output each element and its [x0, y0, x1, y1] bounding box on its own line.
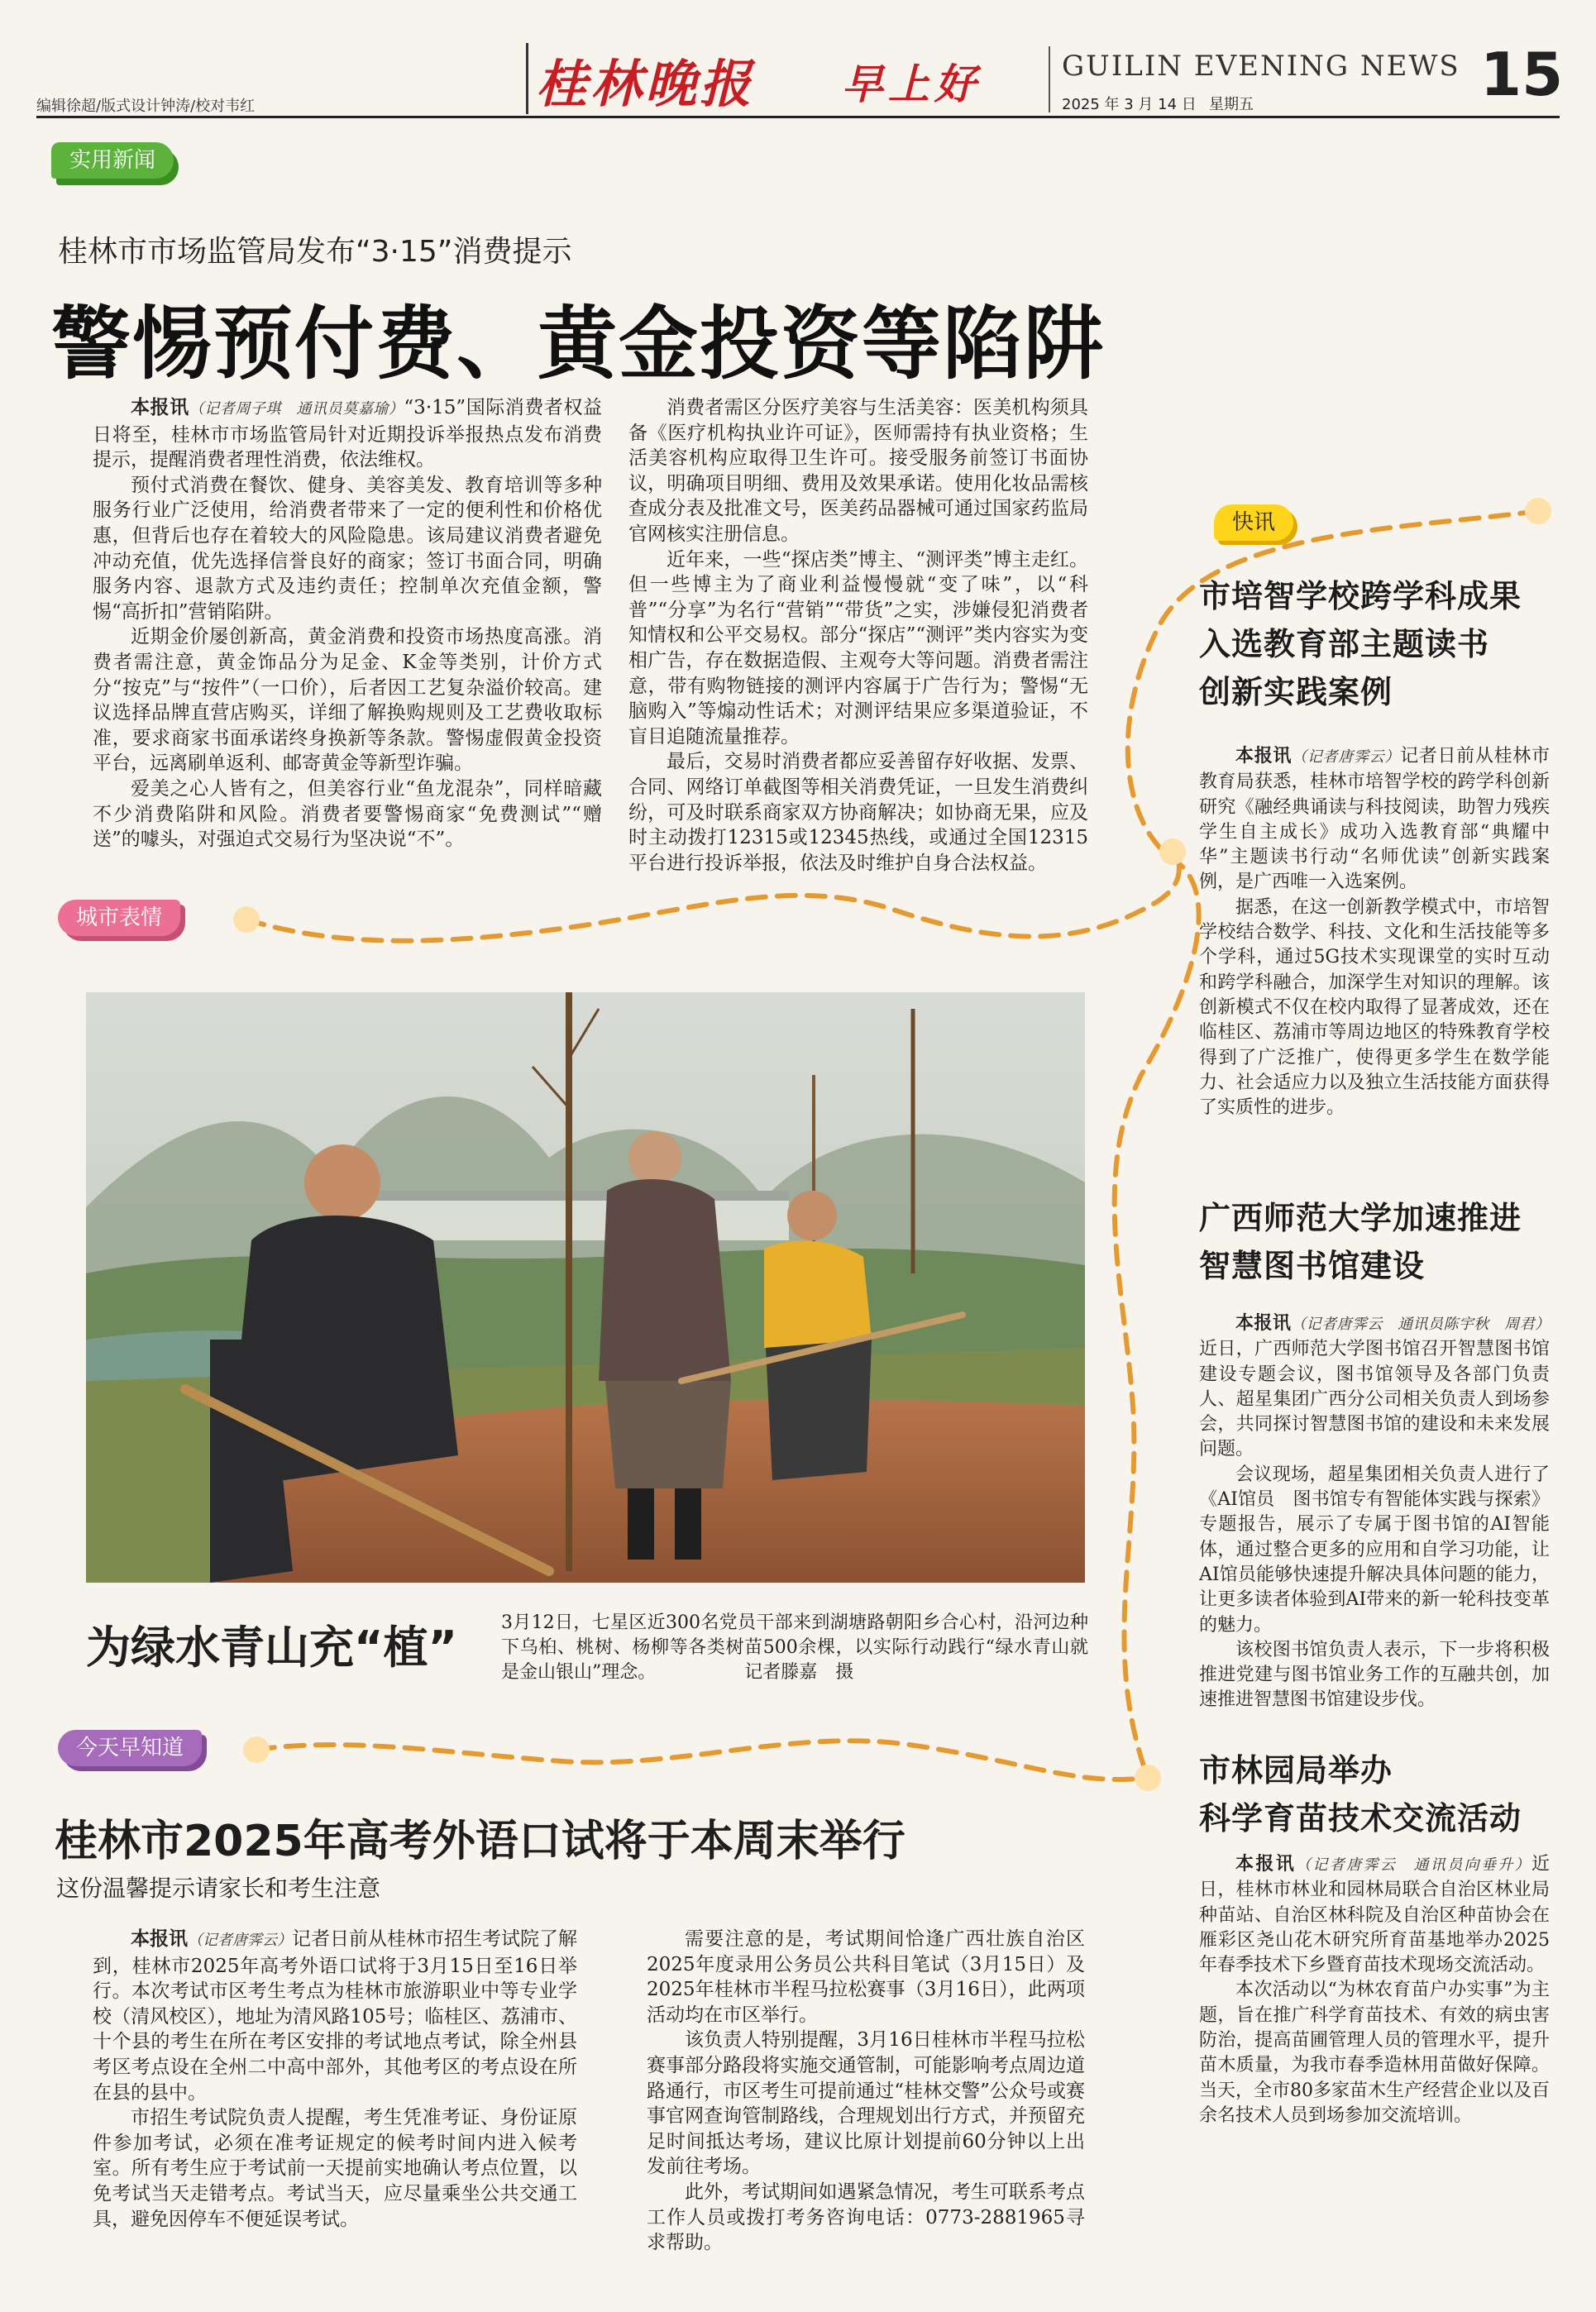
flash1-reporter: （记者唐霁云） [1292, 748, 1401, 766]
publication-weekday: 星期五 [1209, 96, 1254, 113]
publication-date: 2025 年 3 月 14 日 [1062, 96, 1197, 113]
flash3-headline [1199, 1746, 1522, 1842]
editor-credits: 编辑徐超/版式设计钟涛/校对韦红 [36, 98, 256, 115]
curve-today-divider [256, 1741, 1148, 1779]
dot-flash-right [1525, 498, 1551, 524]
edition-name: 早上好 [842, 60, 981, 108]
section-tag-today: 今天早知道 [58, 1730, 202, 1766]
dot-today-left [243, 1736, 270, 1763]
flash1-headline-line: 入选教育部主题读书 [1199, 626, 1490, 662]
exam-column-1 [93, 1927, 577, 2232]
flash3-reporter: （记者唐霁云 通讯员向垂升） [1296, 1856, 1531, 1874]
flash2-paragraph: 该校图书馆负责人表示，下一步将积极推进党建与图书馆业务工作的互融共创，加速推进智慧图书馆建设步伐。 [1199, 1639, 1550, 1711]
page-number: 15 [1480, 40, 1564, 109]
exam-subheadline: 这份温馨提示请家长和考生注意 [56, 1875, 381, 1902]
flash2-paragraph [1199, 1311, 1550, 1463]
flash1-headline-line: 市培智学校跨学科成果 [1199, 578, 1522, 614]
lead-byline: 本报讯 [131, 397, 189, 418]
lead-paragraph: 爱美之心人皆有之，但美容行业“鱼龙混杂”，同样暗藏不少消费陷阱和风险。消费者要警惕商家“免费测试”“赠送”的噱头，对强迫式交易行为坚决说“不”。 [93, 777, 602, 851]
flash3-body [1199, 1852, 1550, 2128]
lead-text: “3·15”国际消费者权益日将至，桂林市市场监管局针对近期投诉举报热点发布消费提示，提醒消费者理性消费，依法维权。 [93, 397, 603, 471]
photo-caption [501, 1611, 1088, 1685]
flash1-headline [1199, 572, 1522, 716]
exam-text: 记者日前从桂林市招生考试院了解到，桂林市2025年高考外语口试将于3月15日至16日举行。本次考试市区考生考点为桂林市旅游职业中等专业学校（清风校区），地址为清风路105号；临桂区、荔浦市、十个县的考生在所在考区安排的考试地点考试，除全州县考区考点设在全州二中高中部外，其他考区的考点设在所在县的县中。 [93, 1928, 577, 2104]
dot-today-right [1135, 1765, 1161, 1791]
dot-rail-mid [1159, 838, 1186, 865]
newspaper-logo: 桂林晚报 [536, 54, 755, 114]
lead-kicker: 桂林市市场监管局发布“3·15”消费提示 [58, 235, 572, 269]
photo-headline: 为绿水青山充“植” [86, 1622, 457, 1674]
exam-column-2 [647, 1927, 1085, 2256]
flash1-headline-line: 创新实践案例 [1199, 674, 1393, 710]
lead-headline: 警惕预付费、黄金投资等陷阱 [51, 298, 1105, 390]
section-tag-flash-news: 快讯 [1214, 504, 1293, 541]
exam-paragraph [93, 1927, 577, 2105]
flash1-paragraph: 据悉，在这一创新教学模式中，市培智学校结合数学、科技、文化和生活技能等多个学科，通过5G技术实现课堂的实时互动和跨学科融合，加深学生对知识的理解。该创新模式不仅在校内取得了显著成效，还在临桂区、荔浦市等周边地区的特殊教育学校得到了广泛推广，使得更多学生在数学能力、社会适应力以及独立生活技能方面获得了实质性的进步。 [1199, 896, 1550, 1119]
flash3-byline: 本报讯 [1235, 1854, 1297, 1875]
flash1-body [1199, 744, 1550, 1120]
flash2-reporter: （记者唐霁云 通讯员陈宇秋 周君） [1291, 1316, 1550, 1333]
exam-headline: 桂林市2025年高考外语口试将于本周末举行 [55, 1817, 906, 1866]
flash1-text: 记者日前从桂林市教育局获悉，桂林市培智学校的跨学科创新研究《融经典诵读与科技阅读，助智力残疾学生自主成长》成功入选教育部“典耀中华”主题读书行动“名师优读”创新实践案例，是广西唯一入选案例。 [1199, 746, 1550, 893]
flash1-byline: 本报讯 [1235, 746, 1293, 767]
english-title: GUILIN EVENING NEWS [1062, 50, 1460, 83]
photo-credit: 记者滕嘉 摄 [744, 1662, 854, 1683]
flash3-headline-line: 科学育苗技术交流活动 [1199, 1800, 1522, 1837]
lead-reporter: （记者周子琪 通讯员莫嘉瑜） [189, 400, 404, 418]
flash3-paragraph: 本次活动以“为林农育苗户办实事”为主题，旨在推广科学育苗技术、有效的病虫害防治，提高苗圃管理人员的管理水平，提升苗木质量，为我市春季造林用苗做好保障。当天，全市80多家苗木生产经营企业以及百余名技术人员到场参加交流培训。 [1199, 1980, 1550, 2126]
lead-column-1 [93, 395, 602, 853]
lead-paragraph: 近期金价屡创新高，黄金消费和投资市场热度高涨。消费者需注意，黄金饰品分为足金、K金等类别，计价方式分“按克”与“按件”（一口价），后者因工艺复杂溢价较高。建议选择品牌直营店购买，详细了解换购规则及工艺费收取标准，要求商家书面承诺终身换新等条款。警惕虚假黄金投资平台，远离刷单返利、邮寄黄金等新型诈骗。 [93, 626, 602, 775]
exam-paragraph: 市招生考试院负责人提醒，考生凭准考证、身份证原件参加考试，必须在准考证规定的候考时间内进入候考室。所有考生应于考试前一天提前实地确认考点位置，以免考试当天走错考点。考试当天，应尽量乘坐公共交通工具，避免因停车不便延误考试。 [93, 2107, 577, 2230]
tree-planting-photo [86, 992, 1085, 1583]
flash2-text: 近日，广西师范大学图书馆召开智慧图书馆建设专题会议，图书馆领导及各部门负责人、超星集团广西分公司相关负责人到场参会，共同探讨智慧图书馆的建设和未来发展问题。 [1199, 1339, 1550, 1460]
section-tag-city-expression: 城市表情 [58, 900, 180, 936]
lead-paragraph: 预付式消费在餐饮、健身、美容美发、教育培训等多种服务行业广泛使用，给消费者带来了一定的便利性和价格优惠，但背后也存在着较大的风险隐患。该局建议消费者避免冲动充值，优先选择信誉良好的商家；签订书面合同，明确服务内容、退款方式及违约责任；控制单次充值金额，警惕“高折扣”营销陷阱。 [93, 474, 602, 623]
flash2-body [1199, 1311, 1550, 1713]
exam-paragraph: 该负责人特别提醒，3月16日桂林市半程马拉松赛事部分路段将实施交通管制，可能影响考点周边道路通行，市区考生可提前通过“桂林交警”公众号或赛事官网查询管制路线，合理规划出行方式，并预留充足时间抵达考场，建议比原计划提前60分钟以上出发前往考场。 [647, 2029, 1085, 2178]
dot-city-left [233, 906, 260, 933]
lead-paragraph [93, 395, 602, 473]
flash2-headline-line: 广西师范大学加速推进 [1199, 1200, 1522, 1236]
flash2-headline [1199, 1194, 1522, 1290]
lead-paragraph: 近年来，一些“探店类”博主、“测评类”博主走红。但一些博主为了商业利益慢慢就“变了味”，以“科普”“分享”为名行“营销”“带货”之实，涉嫌侵犯消费者知情权和公平交易权。部分“探店”“测评”类内容实为变相广告，存在数据造假、主观夸大等问题。消费者需注意，带有购物链接的测评内容属于广告行为；警惕“无脑购入”等煽动性话术；对测评结果应多渠道验证，不盲目追随流量推荐。 [628, 548, 1088, 748]
photo-caption-text: 3月12日，七星区近300名党员干部来到湖塘路朝阳乡合心村，沿河边种下乌桕、桃树、杨柳等各类树苗500余棵，以实际行动践行“绿水青山就是金山银山”理念。 [501, 1612, 1088, 1683]
flash1-paragraph [1199, 744, 1550, 896]
exam-paragraph: 需要注意的是，考试期间恰逢广西壮族自治区2025年度录用公务员公共科目笔试（3月15日）及2025年桂林市半程马拉松赛事（3月16日），此两项活动均在市区举行。 [647, 1928, 1085, 2026]
exam-paragraph: 此外，考试期间如遇紧急情况，考生可联系考点工作人员或拨打考务咨询电话：0773-2881965寻求帮助。 [647, 2181, 1085, 2254]
flash2-paragraph: 会议现场，超星集团相关负责人进行了《AI馆员 图书馆专有智能体实践与探索》专题报告，展示了专属于图书馆的AI智能体，通过整合更多的应用和自学习功能，让AI馆员能够快速提升解决具体问题的能力，让更多读者体验到AI带来的新一轮科技变革的魅力。 [1199, 1464, 1550, 1636]
flash3-headline-line: 市林园局举办 [1199, 1752, 1393, 1789]
flash2-headline-line: 智慧图书馆建设 [1199, 1248, 1426, 1284]
lead-paragraph: 消费者需区分医疗美容与生活美容：医美机构须具备《医疗机构执业许可证》，医师需持有执业资格；生活美容机构应取得卫生许可。接受服务前签订书面协议，明确项目明细、费用及效果承诺。使用化妆品需核查成分表及批准文号，医美药品器械可通过国家药监局官网核实注册信息。 [628, 397, 1088, 545]
section-tag-practical-news: 实用新闻 [51, 142, 174, 179]
lead-paragraph: 最后，交易时消费者都应妥善留存好收据、发票、合同、网络订单截图等相关消费凭证，一旦发生消费纠纷，可及时联系商家双方协商解决；如协商无果，应及时主动拨打12315或12345热线，或通过全国12315平台进行投诉举报，依法及时维护自身合法权益。 [628, 751, 1088, 874]
exam-reporter: （记者唐霁云） [188, 1932, 292, 1949]
lead-column-2 [628, 395, 1088, 876]
flash3-paragraph [1199, 1852, 1550, 1978]
flash3-text: 近日，桂林市林业和园林局联合自治区林业局种苗站、自治区林科院及自治区种苗协会在雁彩区尧山花木研究所育苗基地举办2025年春季技术下乡暨育苗技术现场交流活动。 [1199, 1854, 1550, 1976]
photo-illustration [86, 992, 1085, 1583]
exam-byline: 本报讯 [131, 1928, 188, 1950]
flash2-byline: 本报讯 [1235, 1313, 1292, 1334]
